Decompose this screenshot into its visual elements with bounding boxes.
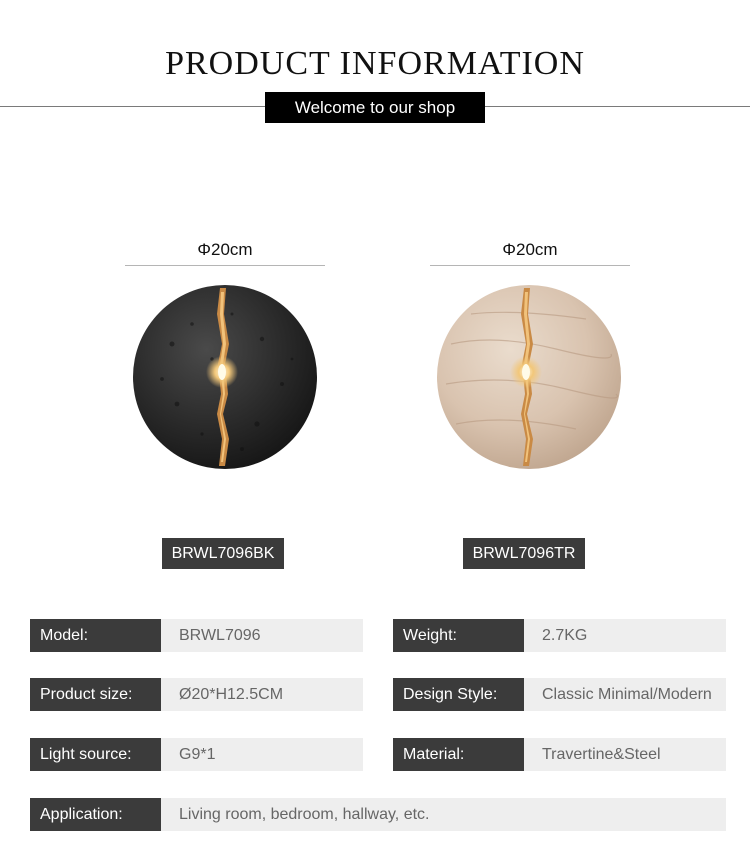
spec-model	[30, 619, 363, 652]
spec-style-label: Design Style:	[393, 678, 524, 711]
spec-size	[30, 678, 363, 711]
spec-application	[30, 798, 726, 831]
lamp-image-travertine	[436, 284, 622, 470]
spec-model-label: Model:	[30, 619, 161, 652]
spec-material-label: Material:	[393, 738, 524, 771]
spec-size-value: Ø20*H12.5CM	[161, 678, 363, 711]
spec-material	[393, 738, 726, 771]
model-tag-travertine: BRWL7096TR	[463, 538, 585, 569]
spec-weight-value: 2.7KG	[524, 619, 726, 652]
spec-style-value: Classic Minimal/Modern	[524, 678, 726, 711]
spec-light-value: G9*1	[161, 738, 363, 771]
page-title: PRODUCT INFORMATION	[165, 45, 585, 82]
spec-material-value: Travertine&Steel	[524, 738, 726, 771]
spec-size-label: Product size:	[30, 678, 161, 711]
spec-style	[393, 678, 726, 711]
diameter-label-black: Φ20cm	[197, 240, 253, 259]
welcome-banner: Welcome to our shop	[265, 92, 485, 123]
diameter-label-travertine: Φ20cm	[502, 240, 558, 259]
model-tag-black: BRWL7096BK	[162, 538, 284, 569]
spec-model-value: BRWL7096	[161, 619, 363, 652]
lamp-image-black	[132, 284, 318, 470]
diameter-line-travertine	[430, 265, 630, 266]
spec-weight	[393, 619, 726, 652]
spec-weight-label: Weight:	[393, 619, 524, 652]
spec-application-label: Application:	[30, 798, 161, 831]
spec-light	[30, 738, 363, 771]
spec-application-value: Living room, bedroom, hallway, etc.	[161, 798, 726, 831]
diameter-line-black	[125, 265, 325, 266]
spec-light-label: Light source:	[30, 738, 161, 771]
